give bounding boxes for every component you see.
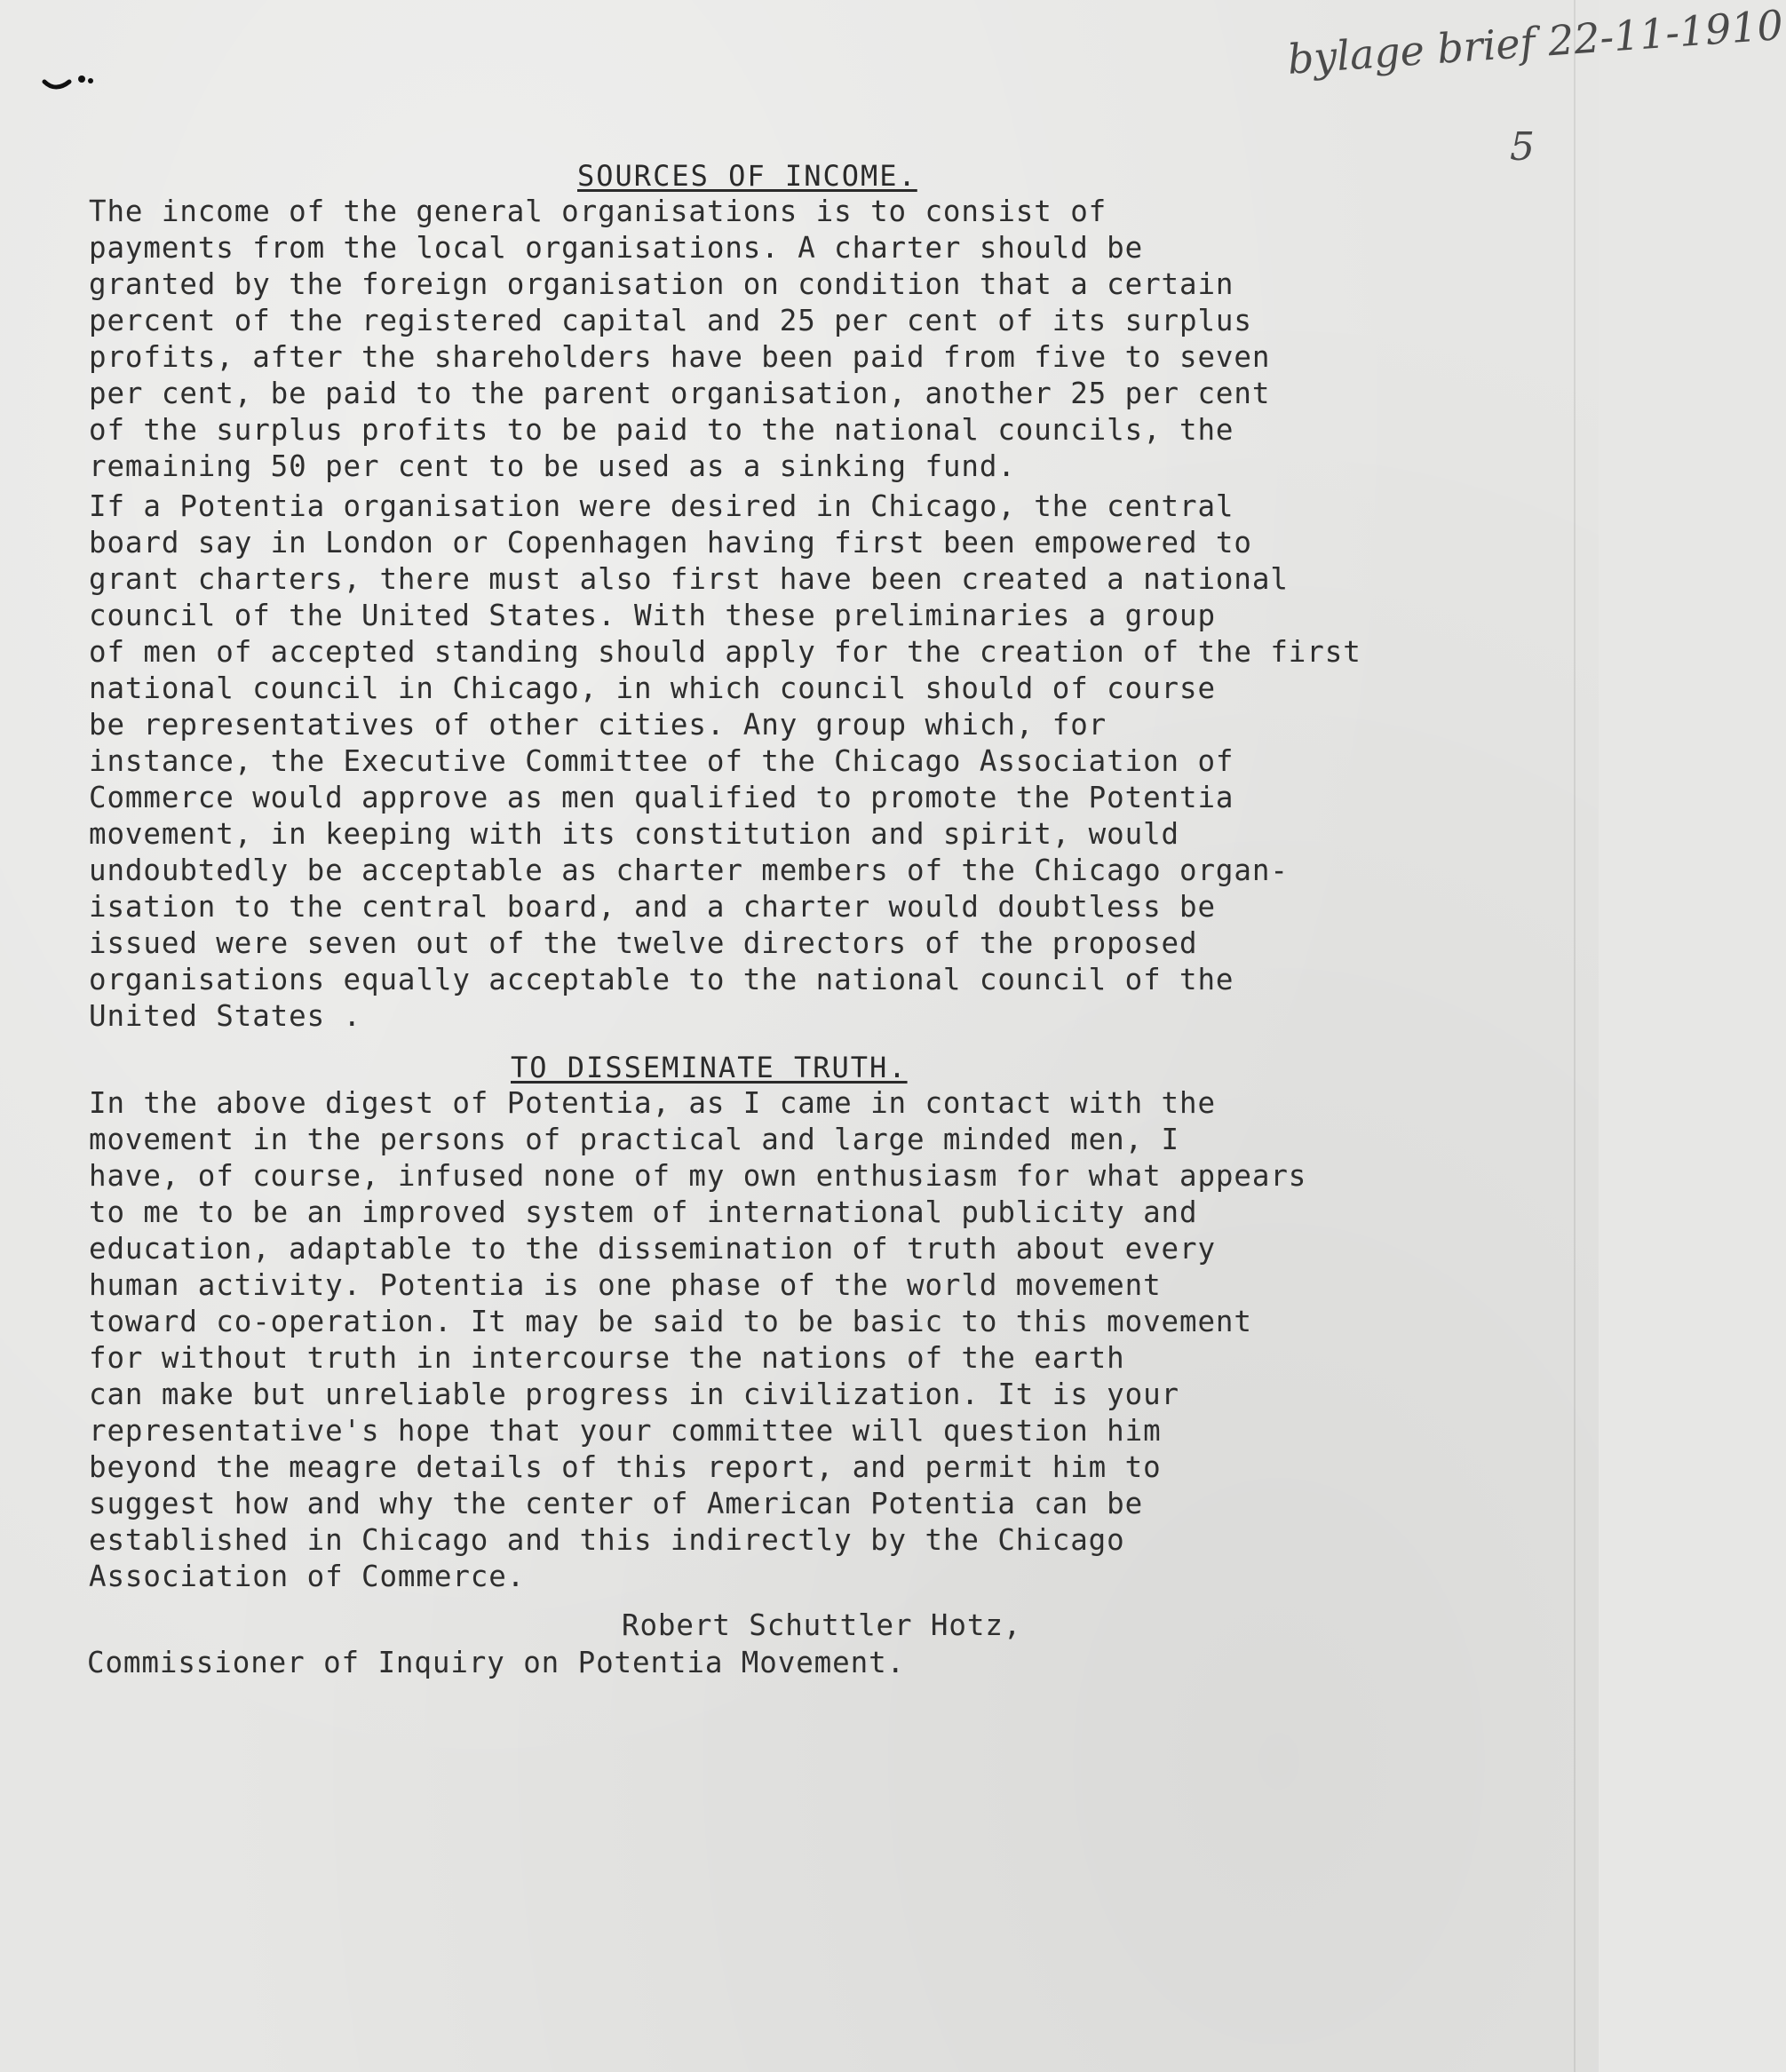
text-line: undoubtedly be acceptable as charter members of the Chicago organ-: [89, 853, 1289, 887]
text-line: toward co-operation. It may be said to be basic to this movement: [89, 1305, 1252, 1338]
paragraph-disseminate-truth: [89, 1085, 1474, 1595]
text-line: human activity. Potentia is one phase of the world movement: [89, 1268, 1162, 1302]
text-line: of men of accepted standing should apply for the creation of the first: [89, 635, 1361, 669]
section-heading-disseminate-truth: TO DISSEMINATE TRUTH.: [511, 1051, 908, 1084]
text-line: of the surplus profits to be paid to the national councils, the: [89, 413, 1234, 447]
text-line: payments from the local organisations. A charter should be: [89, 231, 1144, 265]
text-line: suggest how and why the center of American Potentia can be: [89, 1487, 1144, 1520]
text-line: education, adaptable to the dissemination of truth about every: [89, 1232, 1216, 1266]
text-line: isation to the central board, and a charter would doubtless be: [89, 890, 1216, 924]
text-line: granted by the foreign organisation on condition that a certain: [89, 267, 1234, 301]
text-line: Commerce would approve as men qualified to promote the Potentia: [89, 781, 1234, 814]
text-line: United States .: [89, 999, 361, 1033]
text-line: movement, in keeping with its constitution and spirit, would: [89, 817, 1179, 851]
text-line: The income of the general organisations is to consist of: [89, 194, 1107, 228]
text-line: council of the United States. With these preliminaries a group: [89, 599, 1216, 632]
section-heading-sources-of-income: SOURCES OF INCOME.: [577, 159, 917, 193]
text-line: be representatives of other cities. Any group which, for: [89, 708, 1107, 742]
text-line: percent of the registered capital and 25 per cent of its surplus: [89, 304, 1252, 337]
text-line: remaining 50 per cent to be used as a sinking fund.: [89, 449, 1016, 483]
ink-mark-icon: [43, 71, 94, 91]
text-line: Association of Commerce.: [89, 1560, 526, 1593]
signature-title: Commissioner of Inquiry on Potentia Movement.: [87, 1646, 905, 1679]
text-line: can make but unreliable progress in civilization. It is your: [89, 1377, 1179, 1411]
page-fold-line: [1574, 0, 1576, 2072]
handwritten-annotation: bylage brief 22-11-1910: [1285, 0, 1785, 83]
text-line: have, of course, infused none of my own enthusiasm for what appears: [89, 1159, 1307, 1193]
text-line: organisations equally acceptable to the national council of the: [89, 963, 1234, 996]
text-line: to me to be an improved system of international publicity and: [89, 1195, 1198, 1229]
text-line: If a Potentia organisation were desired in Chicago, the central: [89, 489, 1234, 523]
text-line: board say in London or Copenhagen having first been empowered to: [89, 526, 1252, 560]
text-line: profits, after the shareholders have been paid from five to seven: [89, 340, 1271, 374]
text-line: beyond the meagre details of this report, and permit him to: [89, 1450, 1162, 1484]
text-line: movement in the persons of practical and large minded men, I: [89, 1123, 1179, 1156]
text-line: national council in Chicago, in which council should of course: [89, 671, 1216, 705]
handwritten-page-number: 5: [1510, 124, 1535, 170]
text-line: grant charters, there must also first have been created a national: [89, 562, 1289, 596]
text-line: per cent, be paid to the parent organisation, another 25 per cent: [89, 377, 1271, 410]
text-line: representative's hope that your committee will question him: [89, 1414, 1162, 1448]
text-line: established in Chicago and this indirectly by the Chicago: [89, 1523, 1125, 1557]
paragraph-income: [89, 194, 1474, 485]
text-line: In the above digest of Potentia, as I came in contact with the: [89, 1086, 1216, 1120]
paragraph-chicago-organisation: [89, 488, 1474, 1035]
signature-name: Robert Schuttler Hotz,: [622, 1608, 1022, 1642]
text-line: instance, the Executive Committee of the Chicago Association of: [89, 744, 1234, 778]
text-line: issued were seven out of the twelve directors of the proposed: [89, 926, 1198, 960]
text-line: for without truth in intercourse the nations of the earth: [89, 1341, 1125, 1375]
